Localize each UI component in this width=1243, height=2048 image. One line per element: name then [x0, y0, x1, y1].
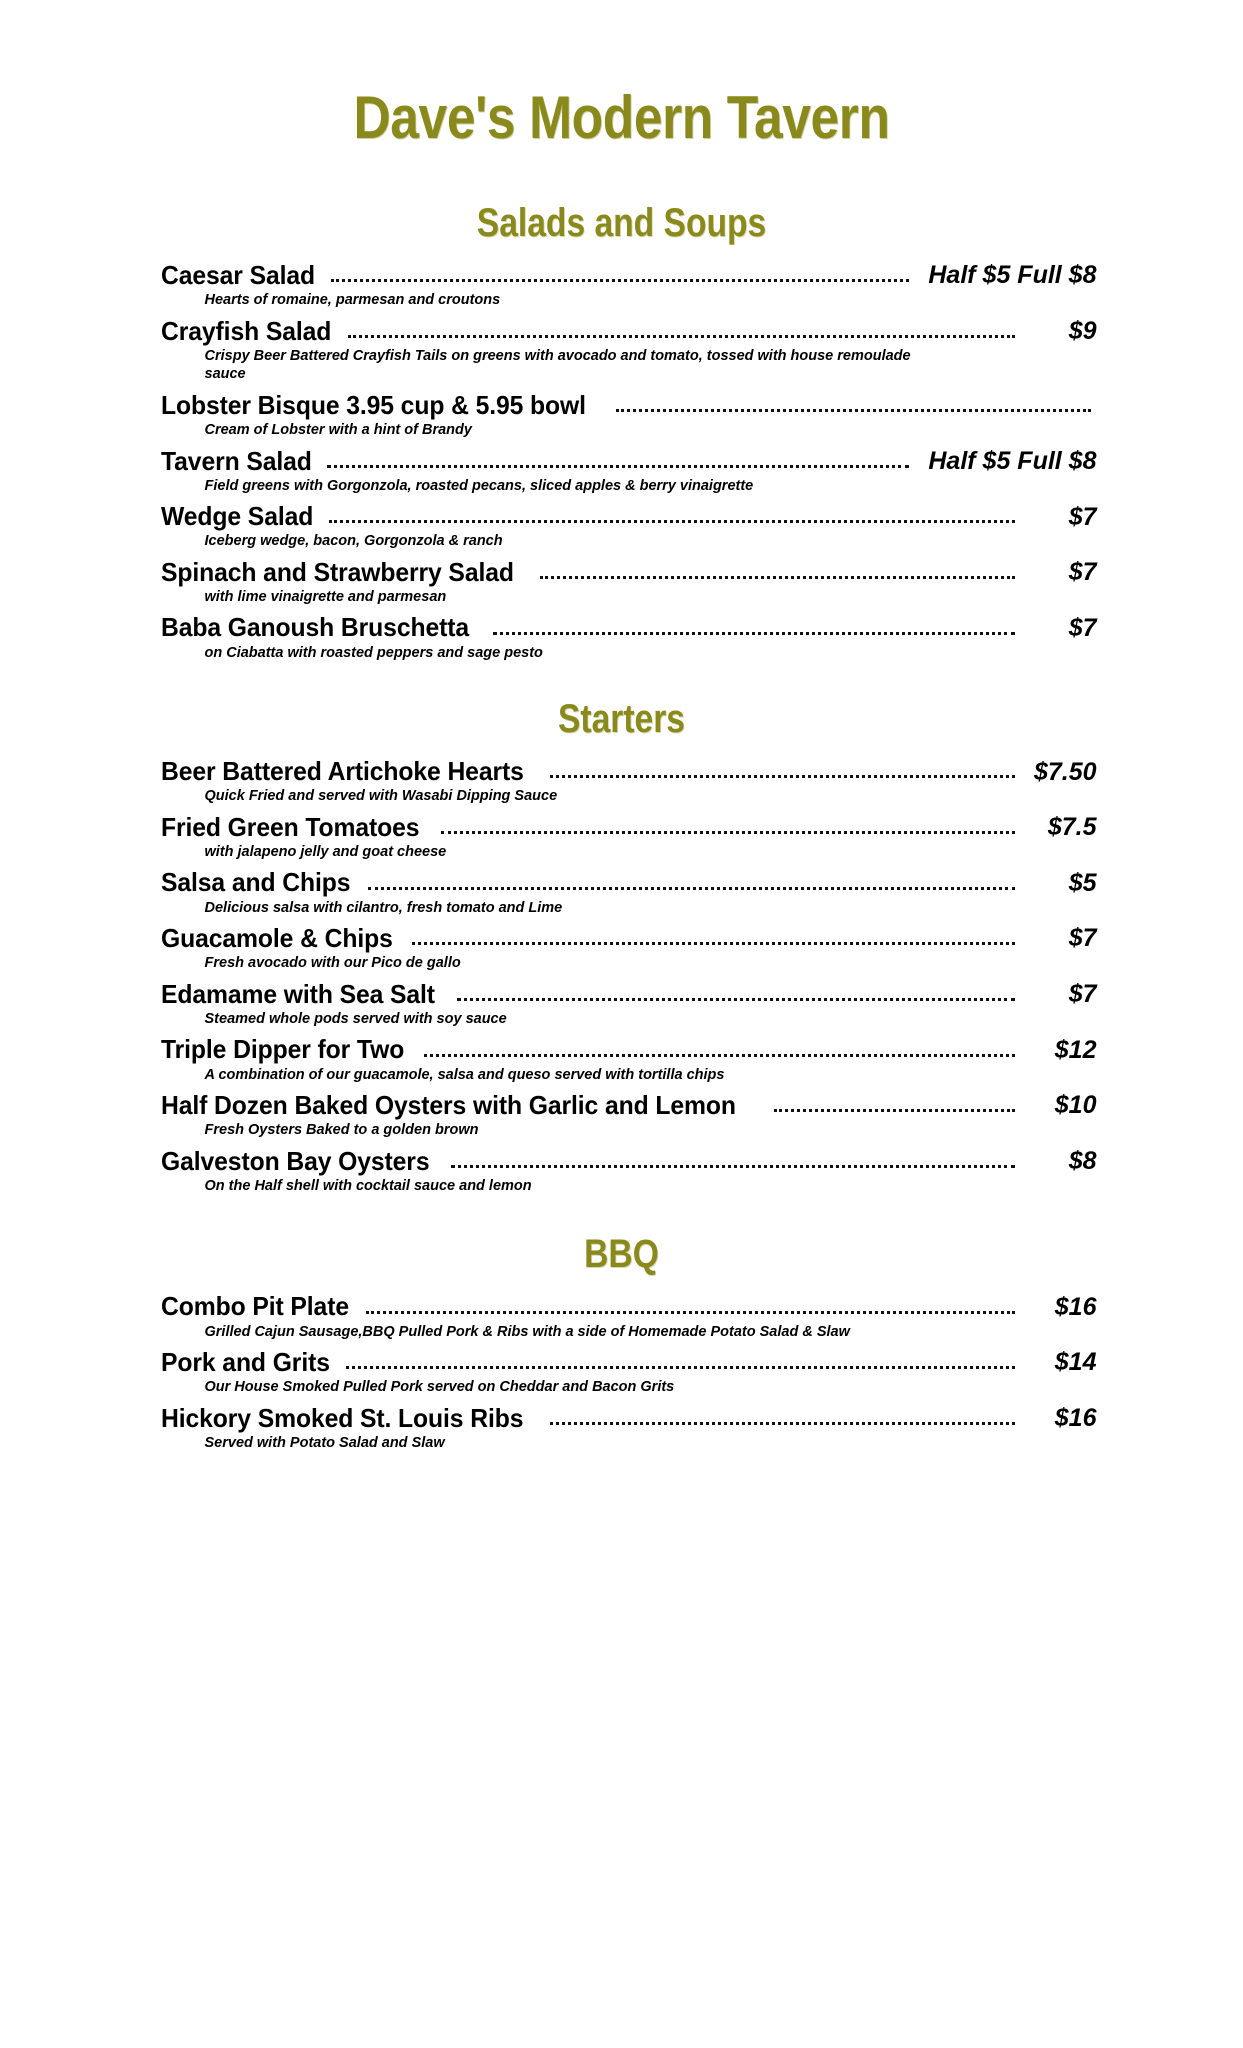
leader-dots — [346, 1366, 1014, 1369]
leader-dots — [441, 831, 1015, 834]
menu-item — [161, 1035, 1097, 1084]
menu-item-description: Fresh Oysters Baked to a golden brown — [204, 1122, 479, 1139]
menu-item-description: On the Half shell with cocktail sauce and lemon — [204, 1177, 532, 1194]
leader-dots — [412, 942, 1014, 945]
menu-item-price: $7 — [1068, 558, 1097, 587]
menu-item-price: $12 — [1054, 1035, 1097, 1064]
menu-item-name: Galveston Bay Oysters — [160, 1145, 429, 1176]
menu-item-name: Baba Ganoush Bruschetta — [160, 612, 469, 643]
leader-dots — [457, 998, 1015, 1001]
leader-dots — [774, 1109, 1015, 1112]
menu-item-price: $7 — [1068, 613, 1097, 642]
menu-item-name: Salsa and Chips — [160, 867, 350, 898]
menu-item-price: $8 — [1068, 1147, 1097, 1176]
menu-item — [161, 1091, 1097, 1140]
menu-item — [161, 1348, 1097, 1397]
menu-item — [161, 813, 1097, 862]
menu-item — [161, 924, 1097, 973]
menu-item-description: Delicious salsa with cilantro, fresh tomato and Lime — [204, 899, 563, 916]
menu-item-price: $16 — [1054, 1404, 1097, 1433]
menu-item — [161, 1292, 1097, 1341]
menu-item-description: on Ciabatta with roasted peppers and sage pesto — [204, 644, 543, 661]
menu-item-name: Crayfish Salad — [160, 315, 331, 346]
section-bbq — [147, 1276, 1097, 1452]
section-heading-bbq: BBQ — [584, 1232, 659, 1277]
leader-dots — [327, 465, 908, 468]
page-title: Dave's Modern Tavern — [353, 84, 890, 151]
section-heading-starters: Starters — [557, 697, 685, 742]
menu-item — [161, 980, 1097, 1029]
menu-item — [161, 447, 1097, 496]
menu-item-name: Guacamole & Chips — [160, 923, 393, 954]
menu-item-name: Spinach and Strawberry Salad — [160, 556, 514, 587]
menu-item-description: with lime vinaigrette and parmesan — [204, 588, 447, 605]
menu-item — [161, 868, 1097, 917]
menu-item-name: Hickory Smoked St. Louis Ribs — [160, 1402, 523, 1433]
menu-item-price: Half $5 Full $8 — [928, 446, 1097, 475]
menu-item-price: $10 — [1054, 1091, 1097, 1120]
menu-item — [161, 1147, 1097, 1196]
leader-dots — [550, 775, 1014, 778]
menu-item-description: Fresh avocado with our Pico de gallo — [204, 955, 461, 972]
menu-item-name: Pork and Grits — [160, 1347, 330, 1378]
leader-dots — [348, 335, 1015, 338]
menu-item-description: Served with Potato Salad and Slaw — [204, 1434, 445, 1451]
menu-item-name: Triple Dipper for Two — [160, 1034, 404, 1065]
menu-item-price: $14 — [1054, 1348, 1097, 1377]
menu-item — [161, 558, 1097, 607]
leader-dots — [424, 1054, 1014, 1057]
leader-dots — [329, 520, 1015, 523]
menu-item — [161, 1404, 1097, 1453]
menu-item-price: $7 — [1068, 980, 1097, 1009]
section-salads-and-soups — [147, 245, 1097, 662]
leader-dots — [540, 576, 1015, 579]
leader-dots — [331, 279, 909, 282]
menu-item-description: Steamed whole pods served with soy sauce — [204, 1010, 507, 1027]
menu-item — [161, 757, 1097, 806]
leader-dots — [451, 1165, 1014, 1168]
menu-item-description: Hearts of romaine, parmesan and croutons — [204, 292, 501, 309]
menu-item-description: A combination of our guacamole, salsa and queso served with tortilla chips — [204, 1066, 725, 1083]
menu-item-price: $7 — [1068, 502, 1097, 531]
menu-item-description: Grilled Cajun Sausage,BBQ Pulled Pork & Ribs with a side of Homemade Potato Salad & Slaw — [204, 1323, 850, 1340]
menu-item-name: Edamame with Sea Salt — [160, 978, 435, 1009]
menu-item-description: Crispy Beer Battered Crayfish Tails on greens with avocado and tomato, tossed with house remoulade sauce — [204, 347, 911, 383]
leader-dots — [616, 409, 1091, 412]
menu-item-description: Cream of Lobster with a hint of Brandy — [204, 421, 472, 438]
menu-item-description: Field greens with Gorgonzola, roasted pecans, sliced apples & berry vinaigrette — [204, 477, 754, 494]
menu-item-name: Half Dozen Baked Oysters with Garlic and Lemon — [160, 1090, 736, 1121]
menu-item-description: Iceberg wedge, bacon, Gorgonzola & ranch — [204, 533, 503, 550]
menu-item — [161, 613, 1097, 662]
leader-dots — [493, 632, 1015, 635]
menu-item — [161, 502, 1097, 551]
menu-item-name: Fried Green Tomatoes — [160, 811, 419, 842]
menu-item-price: $7 — [1068, 924, 1097, 953]
menu-item — [161, 317, 1097, 384]
menu-item-price: $9 — [1068, 317, 1097, 346]
menu-item-price: $16 — [1054, 1292, 1097, 1321]
menu-item-name: Lobster Bisque 3.95 cup & 5.95 bowl — [160, 389, 586, 420]
menu-item-description: Our House Smoked Pulled Pork served on Cheddar and Bacon Grits — [204, 1379, 675, 1396]
menu-item-price: $5 — [1068, 868, 1097, 897]
menu-item-name: Tavern Salad — [160, 445, 312, 476]
menu-item-name: Wedge Salad — [160, 501, 313, 532]
menu-item-name: Caesar Salad — [160, 260, 315, 290]
section-heading-salads-and-soups: Salads and Soups — [476, 201, 767, 245]
leader-dots — [550, 1422, 1015, 1425]
menu-item-name: Combo Pit Plate — [160, 1291, 349, 1322]
menu-item-description: with jalapeno jelly and goat cheese — [204, 843, 447, 860]
menu-item-price: $7.50 — [1033, 757, 1097, 786]
leader-dots — [366, 1311, 1014, 1314]
menu-item-name: Beer Battered Artichoke Hearts — [160, 756, 524, 787]
section-starters — [147, 741, 1097, 1195]
menu-item — [161, 261, 1097, 310]
menu-item-description: Quick Fried and served with Wasabi Dipping Sauce — [204, 788, 558, 805]
leader-dots — [368, 887, 1015, 890]
menu-item — [161, 391, 1097, 440]
menu-item-price: $7.5 — [1047, 813, 1097, 842]
menu-item-price: Half $5 Full $8 — [928, 261, 1097, 290]
